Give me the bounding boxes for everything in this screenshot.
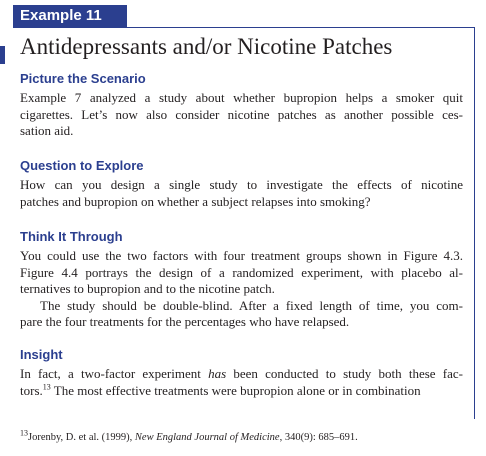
text-line: Figure 4.4 portrays the design of a randomized experiment, with placebo al- xyxy=(20,264,463,280)
insight-paragraph xyxy=(20,366,463,399)
footnote-citation: , 340(9): 685–691. xyxy=(279,432,358,443)
footnote-reference[interactable]: 13 xyxy=(42,382,51,392)
text-line: patches and bupropion on whether a subject relapses into smoking? xyxy=(20,193,371,209)
footnote-number: 13 xyxy=(20,428,28,438)
text-line: How can you design a single study to investigate the effects of nicotine xyxy=(20,177,463,192)
text-line: sation aid. xyxy=(20,123,74,138)
text-line: pare the four treatments for the percentages who have relapsed. xyxy=(20,314,350,329)
heading-scenario: Picture the Scenario xyxy=(20,71,146,86)
text-line: Example 7 analyzed a study about whether bupropion helps a smoker quit xyxy=(20,90,463,105)
text-line: You could use the two factors with four treatment groups shown in Figure 4.3. xyxy=(20,248,463,263)
text-line: ternatives to bupropion and to the nicotine patch. xyxy=(20,281,275,296)
text-line xyxy=(20,383,463,400)
think-paragraph xyxy=(20,248,463,331)
text-run: The most effective treatments were bupropion alone or in combination xyxy=(50,382,421,398)
heading-insight: Insight xyxy=(20,347,63,362)
heading-think: Think It Through xyxy=(20,229,123,244)
text-run: been conducted to study both these fac- xyxy=(226,366,463,381)
question-paragraph xyxy=(20,177,463,210)
footnote-authors: Jorenby, D. et al. (1999), xyxy=(28,432,135,443)
heading-question: Question to Explore xyxy=(20,158,144,173)
page-title: Antidepressants and/or Nicotine Patches xyxy=(20,34,393,59)
text-line: The study should be double-blind. After a fixed length of time, you com- xyxy=(40,297,463,313)
footnote-journal: New England Journal of Medicine xyxy=(134,432,280,443)
scenario-paragraph xyxy=(20,90,463,140)
margin-accent-bar xyxy=(0,46,5,64)
text-line: cigarettes. Let’s now also consider nicotine patches as another possible ces- xyxy=(20,106,463,122)
text-run: In fact, a two-factor experiment xyxy=(20,366,209,381)
text-line xyxy=(20,366,463,383)
footnote xyxy=(20,428,470,445)
text-run: tors. xyxy=(20,382,43,398)
example-badge: Example 11 xyxy=(13,5,127,27)
emphasis-text: has xyxy=(208,366,227,381)
